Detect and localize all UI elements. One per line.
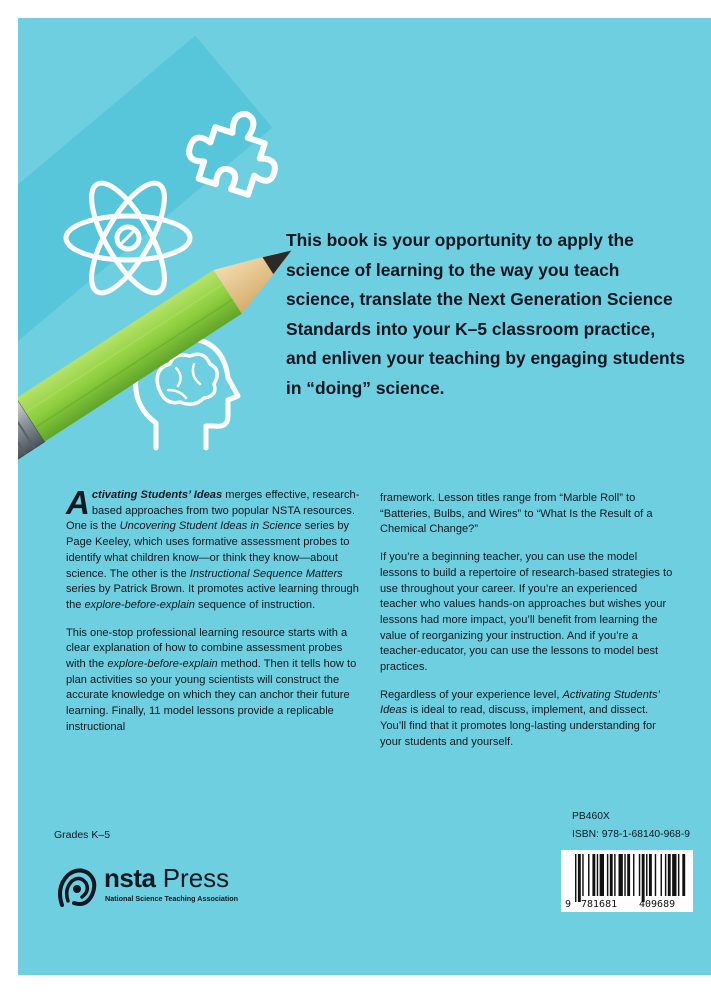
description-paragraph: Regardless of your experience level, Activating Students’ Ideas is ideal to read, discuss, implement, and dissect. You’ll find that it promotes long-lasting understanding for your students and yourself. bbox=[380, 688, 660, 748]
publisher-tagline: National Science Teaching Association bbox=[105, 894, 239, 903]
barcode-bar bbox=[614, 854, 615, 896]
description-paragraph: framework. Lesson titles range from “Marble Roll” to “Batteries, Bulbs, and Wires” to “What Is the Result of a Chemical Change?” bbox=[380, 492, 653, 536]
barcode-bar bbox=[642, 854, 645, 902]
barcode-bar bbox=[600, 854, 604, 896]
description-paragraph: This one-stop professional learning resource starts with a clear explanation of how to combine assessment probes with the explore-before-explain method. Then it tells how to plan activities so your young scientists will construct the accurate knowledge on which they can anchor their future learning. Finally, 11 model lessons provide a replicable instructional bbox=[66, 626, 357, 733]
barcode-bar bbox=[646, 854, 647, 896]
nsta-logo-mark-icon bbox=[54, 865, 100, 911]
cover-headline: This book is your opportunity to apply the science of learning to the way you teach science, translate the Next Generation Science Standards into your K–5 classroom practice, and enliven your teaching by engaging students in “doing” science. bbox=[286, 230, 686, 398]
barcode-digits-right: 409689 bbox=[639, 899, 676, 910]
barcode-bar bbox=[649, 854, 652, 896]
description-paragraph: Activating Students’ Ideas merges effective, research-based approaches from two popular NSTA resources. One is the Uncovering Student Ideas in Science series by Page Keeley, which uses formative assessment probes to identify what children know—or think they know—about science. The other is the Instructional Sequence Matters series by Patrick Brown. It promotes active learning through the explore-before-explain sequence of instruction. bbox=[66, 484, 360, 611]
barcode-bar bbox=[661, 854, 662, 896]
barcode-bar bbox=[633, 854, 634, 896]
barcode-bar bbox=[619, 854, 623, 896]
barcode-bar bbox=[682, 854, 685, 896]
barcode-bar bbox=[672, 854, 676, 896]
barcode-bar bbox=[597, 854, 598, 896]
barcode-bar bbox=[624, 854, 625, 896]
barcode-bar bbox=[668, 854, 671, 896]
back-cover bbox=[18, 18, 711, 975]
barcode-bar bbox=[639, 854, 640, 896]
barcode-digits-left: 781681 bbox=[581, 899, 618, 910]
product-code: PB460X bbox=[572, 811, 610, 822]
description-column-right bbox=[380, 491, 675, 763]
barcode-bar bbox=[627, 854, 630, 896]
barcode-bar bbox=[588, 854, 589, 896]
barcode-bar bbox=[578, 854, 581, 902]
barcode-bar bbox=[575, 854, 576, 902]
barcode-bar bbox=[592, 854, 595, 896]
atom-icon bbox=[66, 173, 190, 302]
description-paragraph: If you’re a beginning teacher, you can use the model lessons to build a repertoire of research-based strategies to use throughout your career. If you’re an experienced teacher who values hands-on approaches but wishes your lessons had more impact, you’ll benefit from learning the value of reorganizing your instruction. And if you’re a teacher-educator, you can use the lessons to model best practices. bbox=[380, 551, 673, 674]
barcode-bar bbox=[655, 854, 656, 896]
barcode-bar bbox=[607, 854, 608, 896]
puzzle-piece-icon bbox=[182, 101, 289, 200]
publisher-logo bbox=[54, 863, 274, 913]
drop-cap: A bbox=[66, 484, 90, 521]
book-title-inline: ctivating Students’ Ideas bbox=[91, 489, 223, 501]
publisher-name: nsta Press bbox=[104, 863, 230, 893]
barcode-digit-first: 9 bbox=[565, 899, 572, 910]
barcode-bar bbox=[665, 854, 666, 896]
grade-level: Grades K–5 bbox=[54, 829, 111, 841]
description-column-left bbox=[66, 484, 363, 748]
isbn-barcode bbox=[561, 850, 693, 912]
isbn-number: ISBN: 978-1-68140-968-9 bbox=[572, 829, 690, 840]
barcode-bar bbox=[582, 854, 583, 896]
barcode-bar bbox=[610, 854, 613, 896]
barcode-bar bbox=[678, 854, 679, 896]
